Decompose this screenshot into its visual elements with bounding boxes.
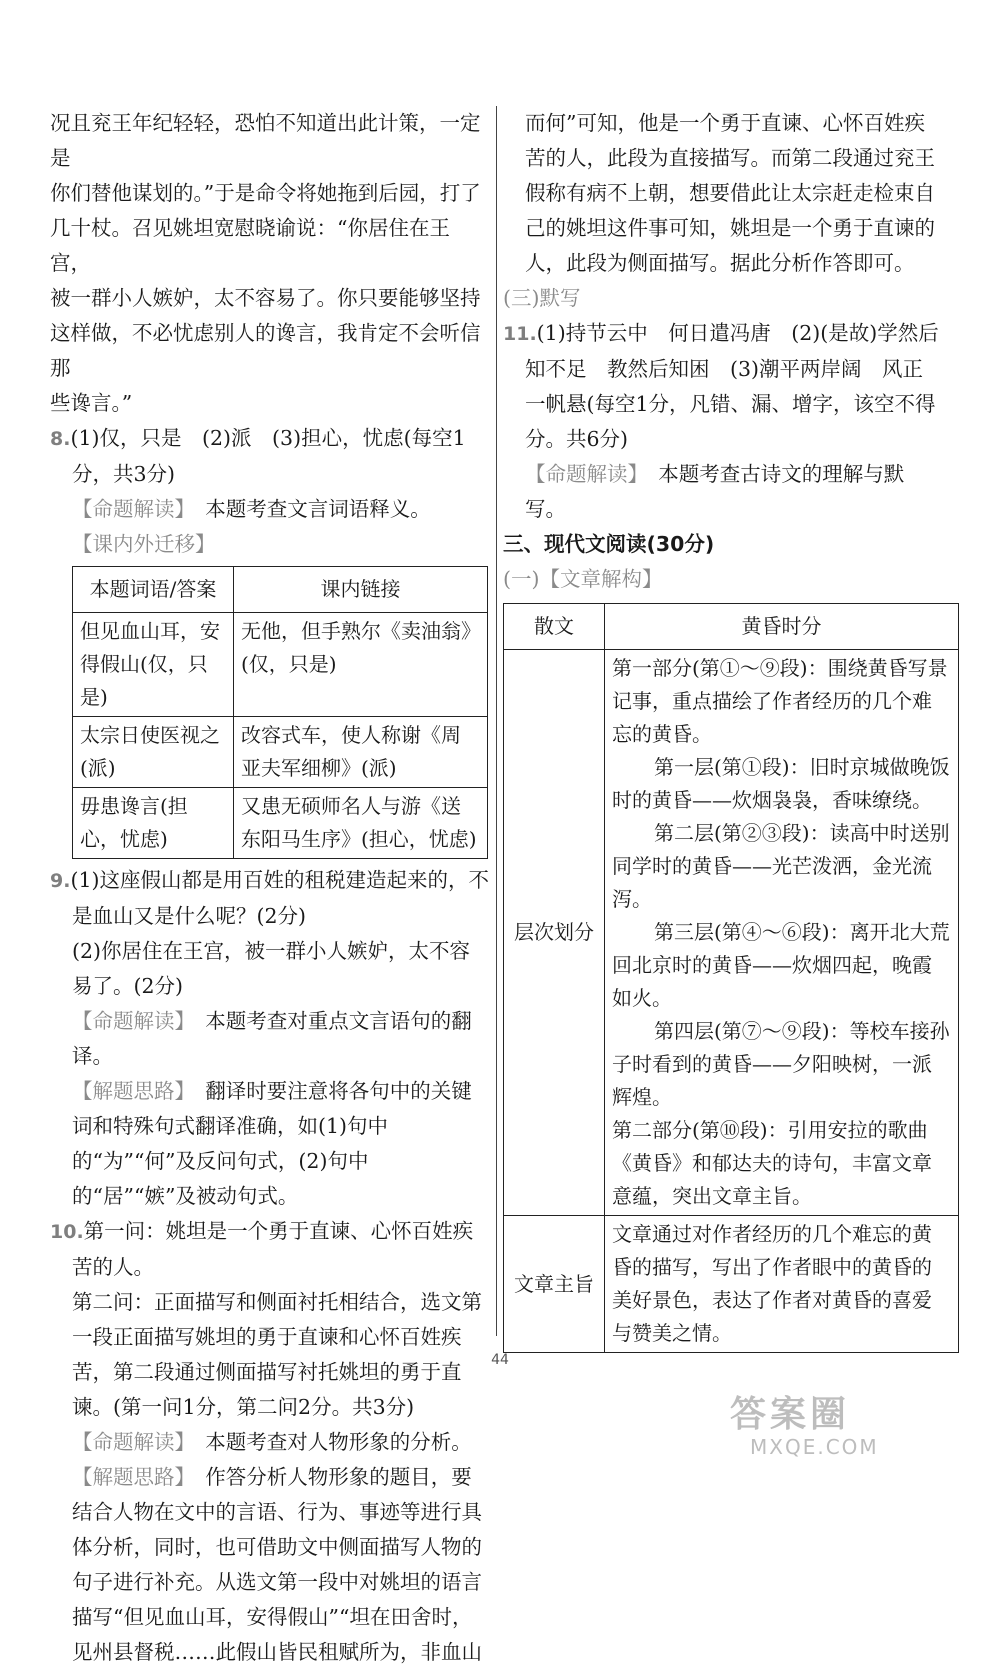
q10-tag-2-text: 作答分析人物形象的题目，要结合人物在文中的言语、行为、事迹等进行具体分析，同时，也可借助文中侧面描写人物的句子进行补充。从选文第一段中对姚坦的语言描写“但见血山耳，安得假山”“坦在田舍时，见州县督税……此假山皆民租赋所为，非血山 — [72, 1465, 482, 1664]
q11-tag: 【命题解读】 — [525, 462, 638, 486]
q8-transfer — [50, 527, 490, 562]
q8-transfer-tag: 【课内外迁移】 — [72, 532, 216, 556]
table-row — [73, 788, 488, 859]
table-cell: 改容式车，使人称谢《周亚夫军细柳》(派) — [234, 717, 488, 788]
q11-answer — [503, 316, 943, 457]
table-cell: 太宗日使医视之(派) — [73, 717, 234, 788]
table-row — [73, 613, 488, 717]
watermark-logo-text: 答案圈 — [730, 1394, 851, 1435]
table-row — [504, 1216, 959, 1353]
q11-answer-text: (1)持节云中 何日遣冯唐 (2)(是故)学然后知不足 教然后知困 (3)潮平两岸阔 风正一帆悬(每空1分，凡错、漏、增字，该空不得分。共6分) — [525, 321, 939, 451]
right-column — [503, 106, 950, 1353]
q9-tag-2: 【解题思路】 — [72, 1079, 185, 1103]
q10-tag-1-text: 本题考查对人物形象的分析。 — [205, 1430, 472, 1454]
table-cell: 但见血山耳，安得假山(仅，只是) — [73, 613, 234, 717]
vocab-link-table — [72, 566, 488, 859]
q10-tag-1: 【命题解读】 — [72, 1430, 185, 1454]
q9-answer-2: (2)你居住在王宫，被一群小人嫉妒，太不容易了。(2分) — [72, 939, 471, 998]
section-dictation-heading: (三)默写 — [503, 286, 581, 310]
intro-line: 些谗言。” — [50, 391, 133, 415]
q10-continued: 而何”可知，他是一个勇于直谏、心怀百姓疾苦的人，此段为直接描写。而第二段通过兖王假称有病不上朝，想要借此让太宗赶走检束自己的姚坦这件事可知，姚坦是一个勇于直谏的人，此段为侧面描写。据此分析作答即可。 — [525, 111, 935, 275]
q9-approach — [50, 1074, 490, 1214]
q9-tag-1: 【命题解读】 — [72, 1009, 185, 1033]
q9-answer-1 — [50, 863, 490, 934]
q10-analysis — [50, 1425, 490, 1460]
intro-line: 况且兖王年纪轻轻，恐怕不知道出此计策，一定是 — [50, 111, 481, 170]
q11-number: 11. — [503, 323, 537, 345]
watermark-url: MXQE.COM — [750, 1435, 879, 1459]
table-cell: 无他，但手熟尔《卖油翁》(仅，只是) — [234, 613, 488, 717]
page-number: 44 — [491, 1352, 509, 1368]
q8-number: 8. — [50, 428, 71, 450]
table-cell: 文章通过对作者经历的几个难忘的黄昏的描写，写出了作者眼中的黄昏的美好景色，表达了作者对黄昏的喜爱与赞美之情。 — [605, 1216, 959, 1353]
structure-para: 第一部分(第①～⑨段)：围绕黄昏写景记事，重点描绘了作者经历的几个难忘的黄昏。 — [612, 656, 948, 746]
q8-analysis — [50, 492, 490, 527]
q10-number: 10. — [50, 1221, 84, 1243]
structure-para: 第三层(第④～⑥段)：离开北大荒回北京时的黄昏——炊烟四起，晚霞如火。 — [612, 920, 950, 1010]
article-structure-table — [503, 603, 959, 1353]
subsection-structure-heading: (一)【文章解构】 — [503, 567, 663, 591]
table-cell: 毋患谗言(担心，忧虑) — [73, 788, 234, 859]
q9-analysis — [50, 1004, 490, 1074]
q10-answer-1-text: 第一问：姚坦是一个勇于直谏、心怀百姓疾苦的人。 — [72, 1219, 474, 1279]
table-header: 本题词语/答案 — [73, 567, 234, 613]
q10-tag-2: 【解题思路】 — [72, 1465, 185, 1489]
table-header-row — [504, 604, 959, 650]
q9-answer-1-text: (1)这座假山都是用百姓的租税建造起来的，不是血山又是什么呢？(2分) — [70, 868, 489, 928]
structure-para: 第二层(第②③段)：读高中时送别同学时的黄昏——光芒泼洒，金光流泻。 — [612, 821, 950, 911]
q8-tag: 【命题解读】 — [72, 497, 185, 521]
watermark — [730, 1395, 990, 1459]
intro-line: 你们替他谋划的。”于是命令将她拖到后园，打了 — [50, 181, 481, 205]
q11-tag-text: 本题考查古诗文的理解与默写。 — [525, 462, 905, 521]
q8-answer-text: (1)仅，只是 (2)派 (3)担心，忧虑(每空1分，共3分) — [70, 426, 466, 486]
q9-number: 9. — [50, 870, 71, 892]
q10-approach — [50, 1460, 490, 1670]
section-modern-reading-heading: 三、现代文阅读(30分) — [503, 532, 715, 556]
table-header-row — [73, 567, 488, 613]
intro-line: 这样做，不必忧虑别人的谗言，我肯定不会听信那 — [50, 321, 481, 380]
column-divider — [496, 106, 497, 1336]
row-label: 层次划分 — [504, 650, 605, 1216]
intro-line: 几十杖。召见姚坦宽慰晓谕说：“你居住在王宫， — [50, 216, 450, 275]
table-row — [504, 650, 959, 1216]
table-row — [73, 717, 488, 788]
q8-tag-text: 本题考查文言词语释义。 — [205, 497, 431, 521]
table-header: 散文 — [504, 604, 605, 650]
q9-tag-2-text: 翻译时要注意将各句中的关键词和特殊句式翻译准确，如(1)句中的“为”“何”及反问句式，(2)句中的“居”“嫉”及被动句式。 — [72, 1079, 472, 1208]
intro-line: 被一群小人嫉妒，太不容易了。你只要能够坚持 — [50, 286, 481, 310]
table-header: 课内链接 — [234, 567, 488, 613]
structure-para: 第一层(第①段)：旧时京城做晚饭时的黄昏——炊烟袅袅，香味缭绕。 — [612, 755, 950, 812]
q8-answer — [50, 421, 490, 492]
structure-para: 第四层(第⑦～⑨段)：等校车接孙子时看到的黄昏——夕阳映树，一派辉煌。 — [612, 1019, 950, 1109]
row-label: 文章主旨 — [504, 1216, 605, 1353]
table-cell — [605, 650, 959, 1216]
q11-analysis — [503, 457, 943, 527]
left-column — [50, 106, 490, 1670]
table-cell: 又患无硕师名人与游《送东阳马生序》(担心，忧虑) — [234, 788, 488, 859]
q9-tag-1-text: 本题考查对重点文言语句的翻译。 — [72, 1009, 472, 1068]
q10-answer-2: 第二问：正面描写和侧面衬托相结合，选文第一段正面描写姚坦的勇于直谏和心怀百姓疾苦，第二段通过侧面描写衬托姚坦的勇于直谏。(第一问1分，第二问2分。共3分) — [72, 1290, 482, 1419]
q10-answer-1 — [50, 1214, 490, 1285]
table-header: 黄昏时分 — [605, 604, 959, 650]
structure-para: 第二部分(第⑩段)：引用安拉的歌曲《黄昏》和郁达夫的诗句，丰富文章意蕴，突出文章主旨。 — [612, 1118, 932, 1208]
